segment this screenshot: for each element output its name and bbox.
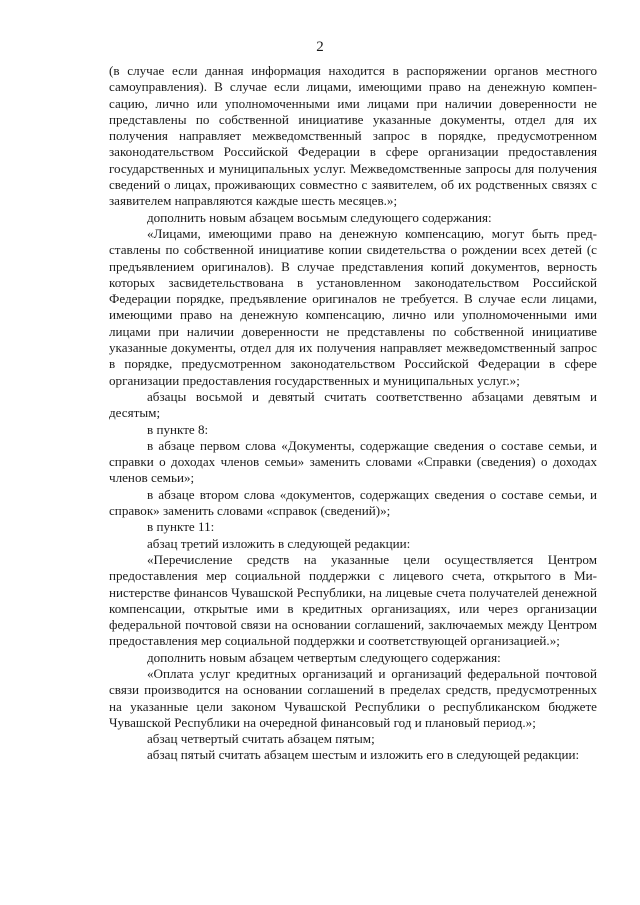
paragraph-third-text: «Перечисление средств на указанные цели осуществляется Центром предоставления мер социальной поддержки с лицевого счета, открытого в Министерстве финансов Чувашской Республики, на лицевые счета получателей денежной компенсации, открытые ими в кредитных организациях, или через организации федеральной почтовой связи на основании соглашений, заключаемых между Центром предоставления мер социальной поддержки и соответствующей организацией.»; — [109, 551, 597, 649]
paragraph-point-11: в пункте 11: — [147, 519, 215, 535]
paragraph-add-eighth: дополнить новым абзацем восьмым следующего содержания: — [147, 209, 492, 225]
paragraph-fifth-to-sixth: абзац пятый считать абзацем шестым и изложить его в следующей редакции: — [147, 747, 580, 763]
page-number: 2 — [316, 39, 324, 55]
document-body — [109, 63, 597, 764]
paragraph-point-8-second: в абзаце втором слова «документов, содержащих сведения о составе семьи, и справок» заменить словами «справок (сведений)»; — [109, 486, 597, 519]
paragraph-add-fourth: дополнить новым абзацем четвертым следующего содержания: — [147, 649, 501, 665]
paragraph-eighth-text: «Лицами, имеющими право на денежную компенсацию, могут быть представлены по собственной инициативе копии свидетельства о рождении всех детей (с предъявлением оригиналов). В случае представления копий документов, верность которых засвидетельствована в установленном законодательством Российской Федерации порядке, предъявление оригиналов не требуется. В случае если лицами, имеющими право на денежную компенсацию, лично или уполномоченными ими лицами при наличии доверенности не представлены по собственной инициативе указанные документы, отдел для их получения направляет межведомственный запрос в порядке, предусмотренном законодательством Российской Федерации в сфере организации предоставления государственных и муниципальных услуг.»; — [109, 225, 597, 388]
paragraph-renumber-eighth-ninth: абзацы восьмой и девятый считать соответственно абзацами девятым и десятым; — [109, 388, 597, 421]
paragraph-point-8-first: в абзаце первом слова «Документы, содержащие сведения о составе семьи, и справки о доходах членов семьи» заменить словами «Справки (сведения) о доходах членов семьи»; — [109, 437, 597, 486]
paragraph-third-restate: абзац третий изложить в следующей редакции: — [147, 535, 411, 551]
paragraph-continuation: (в случае если данная информация находится в распоряжении органов местного самоуправления). В случае если лицами, имеющими право на денежную компенсацию, лично или уполномоченными ими лицами при наличии доверенности не представлены по собственной инициативе указанные документы, отдел для их получения направляет межведомственный запрос в порядке, предусмотренном законодательством Российской Федерации в сфере организации предоставления государственных и муниципальных услуг. Межведомственные запросы для получения сведений о лицах, проживающих совместно с заявителем, об их родственных связях с заявителем направляются каждые шесть месяцев.»; — [109, 63, 597, 209]
paragraph-fourth-to-fifth: абзац четвертый считать абзацем пятым; — [147, 731, 375, 747]
paragraph-fourth-text: «Оплата услуг кредитных организаций и организаций федеральной почтовой связи производится на основании соглашений в пределах средств, предусмотренных на указанные цели законом Чувашской Республики о республиканском бюджете Чувашской Республики на очередной финансовый год и плановый период.»; — [109, 665, 597, 730]
paragraph-point-8: в пункте 8: — [147, 421, 209, 437]
